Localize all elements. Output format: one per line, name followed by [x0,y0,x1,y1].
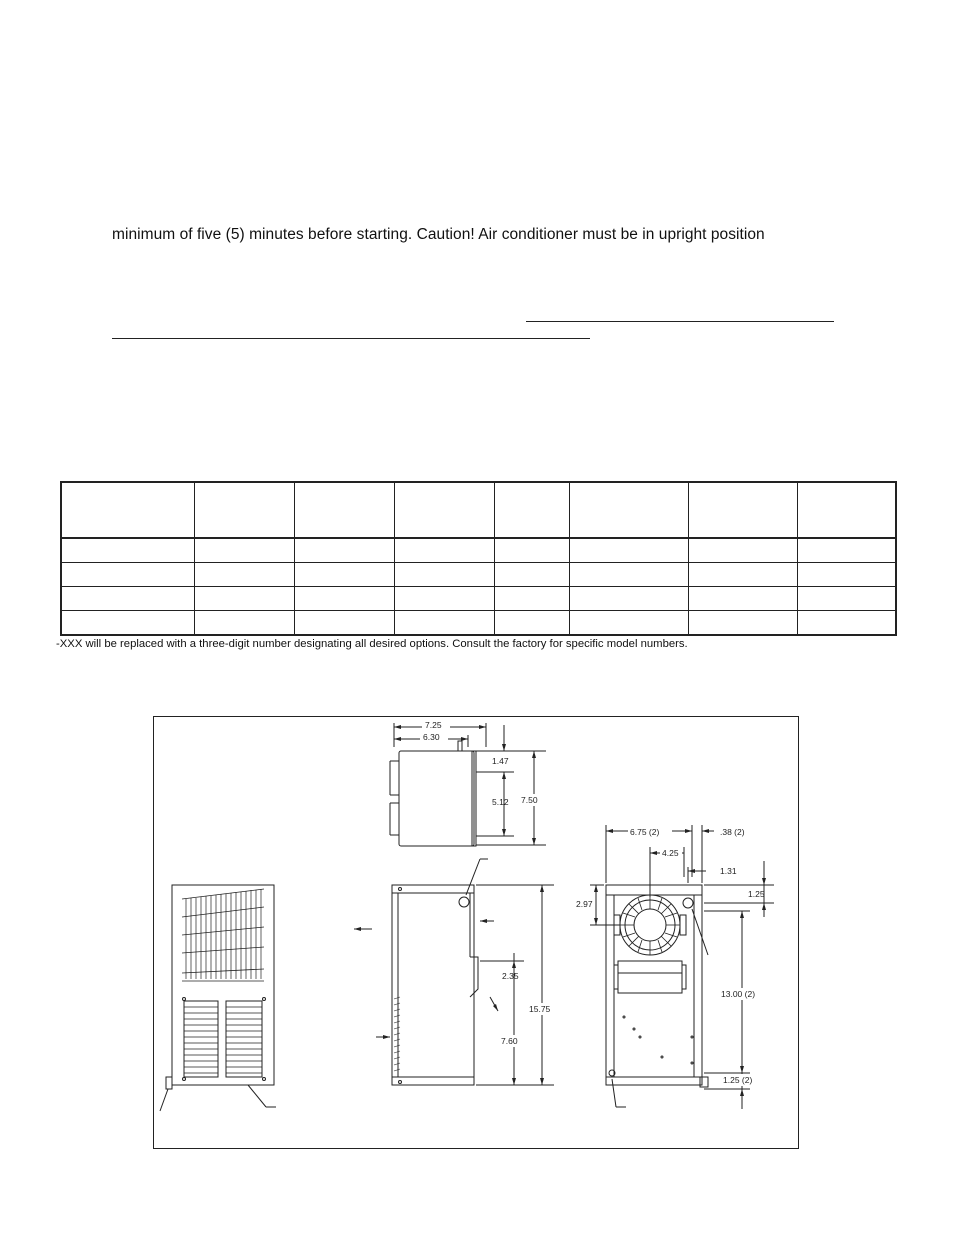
dimension-drawing [153,716,799,1149]
table-header-row [61,482,896,538]
table-cell [797,538,896,563]
table-cell [294,611,394,636]
table-row [61,587,896,611]
dim-6-75: 6.75 (2) [630,827,660,837]
dim-1-25-top: 1.25 [748,889,765,899]
table-cell [494,611,569,636]
dim-1-47: 1.47 [492,756,509,766]
dim-1-25-bottom: 1.25 (2) [723,1075,753,1085]
table-cell [569,587,688,611]
table-header-cell [797,482,896,538]
table-cell [569,611,688,636]
instruction-text: minimum of five (5) minutes before starting. Caution! Air conditioner must be in upright position [112,226,765,243]
table-header-cell [688,482,797,538]
table-cell [394,563,494,587]
dim-15-75: 15.75 [529,1004,551,1014]
table-cell [294,563,394,587]
table-cell [797,563,896,587]
table-header-cell [494,482,569,538]
table-cell [494,587,569,611]
table-cell [194,538,294,563]
specifications-table [60,481,897,636]
dim-2-97: 2.97 [576,899,593,909]
dimension-drawing-svg [154,717,800,1150]
table-header-cell [294,482,394,538]
dim-7-50: 7.50 [521,795,538,805]
table-cell [688,538,797,563]
table-cell [61,563,194,587]
table-cell [394,587,494,611]
dim-7-25: 7.25 [425,720,442,730]
table-footnote: -XXX will be replaced with a three-digit number designating all desired options. Consult the factory for specific model numbers. [56,638,688,650]
dim-5-12: 5.12 [492,797,509,807]
table-cell [194,563,294,587]
table-cell [194,611,294,636]
table-cell [61,538,194,563]
rear-view [590,825,774,1109]
dim-4-25: 4.25 [662,848,679,858]
table-cell [688,563,797,587]
table-cell [688,587,797,611]
table-cell [569,538,688,563]
dim-7-60: 7.60 [501,1036,518,1046]
table-row [61,563,896,587]
table-row [61,611,896,636]
side-view [354,859,554,1085]
dim-6-30: 6.30 [423,732,440,742]
table-cell [569,563,688,587]
dim-0-38: .38 (2) [720,827,745,837]
top-view [390,723,546,846]
table-cell [797,587,896,611]
table-cell [688,611,797,636]
table-header-cell [61,482,194,538]
table-cell [494,538,569,563]
front-view [160,885,276,1111]
dim-13-00: 13.00 (2) [721,989,756,999]
table-cell [394,611,494,636]
underline-blank-1 [526,321,834,322]
table-cell [797,611,896,636]
table-header-cell [394,482,494,538]
table-cell [194,587,294,611]
table-cell [494,563,569,587]
table-row [61,538,896,563]
underline-blank-2 [112,338,590,339]
table-cell [294,538,394,563]
table-header-cell [569,482,688,538]
dim-2-35: 2.35 [502,971,519,981]
table-header-cell [194,482,294,538]
table-cell [61,611,194,636]
table-cell [394,538,494,563]
dim-1-31: 1.31 [720,866,737,876]
table-cell [294,587,394,611]
table-cell [61,587,194,611]
